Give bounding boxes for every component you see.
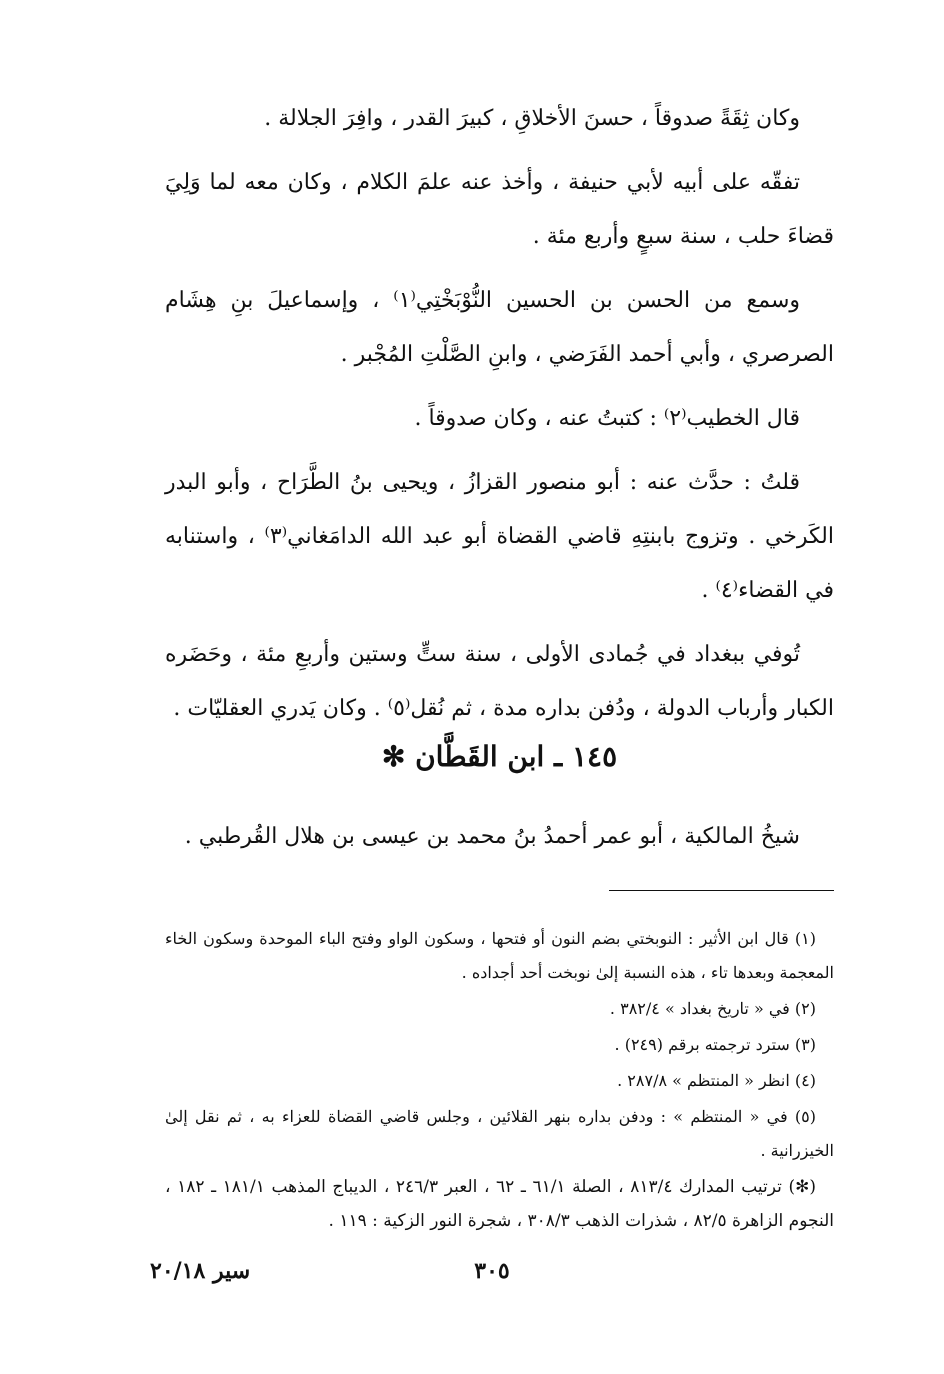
entry-first-line: شيخُ المالكية ، أبو عمر أحمدُ بنُ محمد بن عيسى بن هلال القُرطبي .: [184, 824, 800, 849]
paragraph-1: وكان ثِقَةً صدوقاً ، حسنَ الأخلاقِ ، كبيرَ القدر ، وافِرَ الجلالة .: [264, 106, 800, 131]
entry-heading: ١٤٥ ـ ابن القَطَّان ✻: [381, 740, 618, 773]
main-text: [165, 92, 834, 746]
paragraph-2: تفقّه على أبيه لأبي حنيفة ، وأخذ عنه علمَ الكلام ، وكان معه لما وَلِيَ قضاءَ حلب ، سنة سبعٍ وأربع مئة .: [165, 170, 834, 249]
footnote-3: (٣) سترد ترجمته برقم (٢٤٩) .: [614, 1035, 816, 1054]
footnote-divider: [609, 890, 834, 891]
page-number: ٣٠٥: [474, 1258, 510, 1284]
footnote-4: (٤) انظر « المنتظم » ٢٨٧/٨ .: [617, 1071, 816, 1090]
page-footer: [150, 1258, 834, 1298]
footnote-5: (٥) في « المنتظم » : ودفن بداره بنهر القلائين ، وجلس قاضي القضاة للعزاء به ، ثم نقل إلىٰ الخيزرانية .: [165, 1107, 834, 1160]
footnotes: [165, 922, 834, 1240]
paragraph-4: قال الخطيب⁽٢⁾ : كتبتُ عنه ، وكان صدوقاً .: [414, 406, 800, 431]
footnote-1: (١) قال ابن الأثير : النوبختي بضم النون أو فتحها ، وسكون الواو وفتح الباء الموحدة وسكون الخاء المعجمة وبعدها تاء ، هذه النسبة إلىٰ نوبخت أحد أجداده .: [165, 929, 834, 982]
footnote-sources: (✻) ترتيب المدارك ٨١٣/٤ ، الصلة ٦١/١ ـ ٦٢ ، العبر ٢٤٦/٣ ، الديباج المذهب ١٨١/١ ـ ١٨٢ ، النجوم الزاهرة ٨٢/٥ ، شذرات الذهب ٣٠٨/٣ ، شجرة النور الزكية : ١١٩ .: [165, 1177, 834, 1231]
print-signature: سير ٢٠/١٨: [150, 1258, 251, 1284]
footnote-2: (٢) في « تاريخ بغداد » ٣٨٢/٤ .: [609, 999, 816, 1018]
paragraph-5: قلتُ : حدَّث عنه : أبو منصور القزازُ ، ويحيى بنُ الطَّرَاح ، وأبو البدر الكَرخي . وتزوج بابنتِهِ قاضي القضاة أبو عبد الله الدامَغاني⁽٣⁾ ، واستنابه في القضاء⁽٤⁾ .: [165, 470, 834, 603]
paragraph-3: وسمع من الحسن بن الحسين النُّوْبَخْتِي⁽١⁾ ، وإسماعيلَ بنِ هِشَام الصرصري ، وأبي أحمد الفَرَضي ، وابنِ الصَّلْتِ المُجْبر .: [165, 288, 834, 367]
paragraph-6: تُوفي ببغداد في جُمادى الأولى ، سنة ستٍّ وستين وأربعِ مئة ، وحَضَره الكبار وأرباب الدولة ، ودُفن بداره مدة ، ثم نُقل⁽٥⁾ . وكان يَدري العقليّات .: [165, 642, 834, 721]
